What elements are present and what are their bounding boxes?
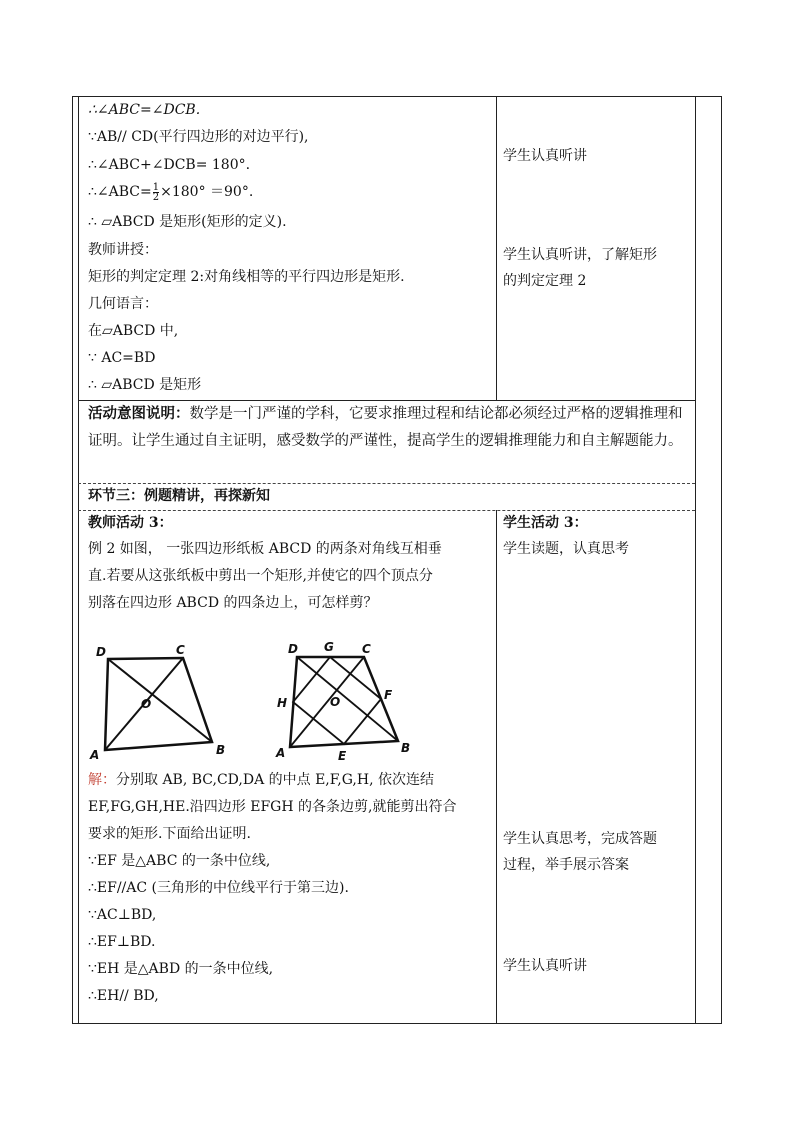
solution-line-1 [88, 767, 434, 793]
section-3-title: 环节三：例题精讲，再探新知 [88, 488, 270, 504]
figure-midpoint-rectangle-efgh [270, 635, 420, 765]
figure1-label-b: B [216, 743, 226, 757]
figure1-label-c: C [176, 643, 185, 657]
column-divider-top [496, 96, 497, 400]
fraction-denominator: 2 [152, 191, 160, 203]
figure2-label-a: A [276, 746, 286, 760]
figure1-label-d: D [96, 645, 106, 659]
proof-line-11: ∴ ▱ABCD 是矩形 [88, 377, 202, 393]
student-note-listen: 学生认真听讲 [503, 148, 587, 164]
proof-line-2: ∵AB// CD(平行四边形的对边平行), [88, 129, 309, 145]
proof3-line-5: ∵EH 是△ABD 的一条中位线, [88, 961, 274, 977]
solution-line-2: EF,FG,GH,HE.沿四边形 EFGH 的各条边剪,就能剪出符合 [88, 799, 457, 815]
figure1-label-a: A [90, 748, 100, 762]
proof-line-9: 在▱ABCD 中, [88, 323, 179, 339]
figure2-label-o: O [330, 695, 341, 709]
figure1-quadrilateral [105, 658, 212, 750]
fraction-half [153, 183, 159, 202]
student-activity-3-header: 学生活动 3： [503, 515, 588, 531]
proof3-line-2: ∴EF//AC (三角形的中位线平行于第三边). [88, 880, 349, 896]
figure2-label-e: E [338, 749, 347, 763]
activity-intent-text: 数学是一门严谨的学科，它要求推理过程和结论都必须经过严格的逻辑推理和证明。让学生通过自主证明，感受数学的严谨性，提高学生的逻辑推理能力和自主解题能力。 [88, 406, 683, 449]
solution-line-1-text: 分别取 AB, BC,CD,DA 的中点 E,F,G,H, 依次连结 [116, 772, 434, 788]
example-2-line-1: 例 2 如图， 一张四边形纸板 ABCD 的两条对角线互相垂 [88, 541, 442, 557]
proof-line-4-left: ∴∠ABC= [88, 184, 152, 200]
figure1-label-o: O [141, 697, 152, 711]
column-divider-bottom [496, 510, 497, 1024]
student-activity-3-think-line2: 过程，举手展示答案 [503, 857, 629, 873]
figure2-label-b: B [401, 741, 411, 755]
theorem-2-statement: 矩形的判定定理 2:对角线相等的平行四边形是矩形. [88, 269, 405, 285]
figure2-label-d: D [288, 642, 298, 656]
figure2-label-c: C [362, 642, 371, 656]
example-2-line-2: 直.若要从这张纸板中剪出一个矩形,并使它的四个顶点分 [88, 568, 433, 584]
proof3-line-4: ∴EF⊥BD. [88, 934, 156, 950]
figure2-quadrilateral [290, 657, 398, 747]
table-right-strip [695, 96, 722, 1024]
student-activity-3-listen: 学生认真听讲 [503, 958, 587, 974]
proof-line-10: ∵ AC=BD [88, 350, 156, 366]
proof-line-1: ∴∠ABC=∠DCB. [88, 102, 201, 118]
activity-intent-label: 活动意图说明： [88, 405, 190, 422]
teacher-lecture-label: 教师讲授： [88, 242, 158, 258]
activity-intent [88, 400, 688, 455]
proof-line-3: ∴∠ABC+∠DCB= 180°. [88, 157, 251, 173]
student-activity-3-read: 学生读题，认真思考 [503, 541, 629, 557]
example-2-line-3: 别落在四边形 ABCD 的四条边上，可怎样剪？ [88, 595, 378, 611]
solution-label: 解： [88, 772, 116, 788]
solution-line-3: 要求的矩形.下面给出证明. [88, 826, 251, 842]
geometry-language-label: 几何语言： [88, 296, 158, 312]
teacher-activity-3-header: 教师活动 3： [88, 515, 173, 531]
proof3-line-6: ∴EH// BD, [88, 988, 159, 1004]
figure2-label-h: H [277, 696, 288, 710]
proof3-line-1: ∵EF 是△ABC 的一条中位线, [88, 853, 271, 869]
figure-quadrilateral-abcd [84, 638, 244, 762]
figure2-label-g: G [324, 640, 334, 654]
proof-line-5: ∴ ▱ABCD 是矩形(矩形的定义). [88, 214, 287, 230]
figure2-diagonal-bd [297, 657, 398, 741]
proof-line-4 [88, 182, 253, 202]
student-note-theorem-line2: 的判定定理 2 [503, 273, 587, 289]
table-inner-left-border [78, 96, 79, 1024]
figure2-label-f: F [384, 688, 393, 702]
student-note-theorem-line1: 学生认真听讲，了解矩形 [503, 247, 657, 263]
proof3-line-3: ∵AC⊥BD, [88, 907, 157, 923]
student-activity-3-think-line1: 学生认真思考，完成答题 [503, 831, 657, 847]
proof-line-4-right: ×180° ＝90°. [160, 184, 254, 200]
fraction-numerator: 1 [152, 181, 160, 193]
